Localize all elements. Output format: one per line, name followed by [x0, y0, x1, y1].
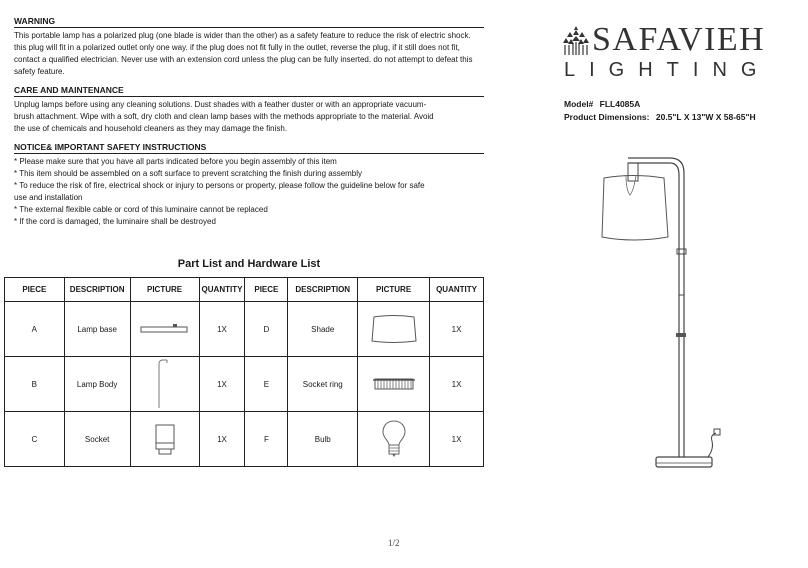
- lamp-base-icon: [135, 319, 195, 339]
- piece-cell: A: [5, 302, 65, 357]
- safety-item: * The external flexible cable or cord of this luminaire cannot be replaced: [14, 205, 268, 214]
- brand-logo: [562, 20, 782, 80]
- page-number: 1/2: [388, 538, 400, 548]
- warning-line: safety feature.: [14, 67, 65, 76]
- bulb-icon: [379, 417, 409, 461]
- description-cell: Lamp Body: [64, 357, 130, 412]
- safety-title: NOTICE& IMPORTANT SAFETY INSTRUCTIONS: [14, 142, 484, 154]
- header-quantity: QUANTITY: [430, 278, 484, 302]
- picture-cell: [130, 412, 199, 467]
- warning-line: contact a qualified electrician. Never use with an extension cord unless the plug can be fully inserted. do not attempt to defeat this: [14, 55, 473, 64]
- warning-section: [14, 16, 484, 78]
- safety-item: * If the cord is damaged, the luminaire shall be destroyed: [14, 217, 216, 226]
- product-info: [564, 98, 756, 124]
- quantity-cell: 1X: [430, 412, 484, 467]
- chandelier-icon: [562, 26, 590, 56]
- header-picture: PICTURE: [130, 278, 199, 302]
- dimensions-label: Product Dimensions:: [564, 112, 650, 122]
- header-piece: PIECE: [245, 278, 288, 302]
- model-label: Model#: [564, 99, 594, 109]
- table-row: [5, 412, 484, 467]
- description-cell: Shade: [288, 302, 358, 357]
- floor-lamp-drawing: [590, 145, 790, 485]
- safety-section: [14, 142, 484, 228]
- piece-cell: E: [245, 357, 288, 412]
- socket-ring-icon: [369, 373, 419, 395]
- safety-list: [14, 156, 484, 228]
- care-line: the use of chemicals and household cleaners as they may damage the finish.: [14, 124, 288, 133]
- model-value: FLL4085A: [599, 99, 641, 109]
- parts-table: [4, 277, 484, 467]
- care-section: [14, 85, 484, 135]
- quantity-cell: 1X: [430, 302, 484, 357]
- warning-text: [14, 30, 484, 78]
- safety-item: * Please make sure that you have all parts indicated before you begin assembly of this item: [14, 157, 337, 166]
- piece-cell: C: [5, 412, 65, 467]
- table-header-row: [5, 278, 484, 302]
- piece-cell: B: [5, 357, 65, 412]
- description-cell: Lamp base: [64, 302, 130, 357]
- dimensions-value: 20.5"L X 13"W X 58-65"H: [655, 112, 756, 122]
- warning-line: this plug will fit in a polarized outlet only one way. if the plug does not fit fully in the outlet, reverse the plug, if it still does not fit,: [14, 43, 460, 52]
- header-piece: PIECE: [5, 278, 65, 302]
- care-title: CARE AND MAINTENANCE: [14, 85, 484, 97]
- picture-cell: [358, 357, 430, 412]
- table-row: [5, 302, 484, 357]
- description-cell: Socket: [64, 412, 130, 467]
- safety-item: * To reduce the risk of fire, electrical shock or injury to persons or property, please follow the guideline below for safe: [14, 181, 425, 190]
- picture-cell: [130, 357, 199, 412]
- picture-cell: [130, 302, 199, 357]
- shade-icon: [366, 311, 422, 347]
- dimensions-line: [564, 111, 756, 124]
- quantity-cell: 1X: [199, 357, 245, 412]
- safety-item: use and installation: [14, 193, 83, 202]
- instructions-column: [14, 16, 484, 235]
- header-quantity: QUANTITY: [199, 278, 245, 302]
- care-text: [14, 99, 484, 135]
- warning-line: This portable lamp has a polarized plug (one blade is wider than the other) as a safety feature to reduce the risk of electric shock.: [14, 31, 471, 40]
- lamp-body-icon: [145, 358, 185, 410]
- care-line: Unplug lamps before using any cleaning solutions. Dust shades with a feather duster or with an appropriate vacuum-: [14, 100, 427, 109]
- quantity-cell: 1X: [430, 357, 484, 412]
- piece-cell: F: [245, 412, 288, 467]
- socket-icon: [145, 419, 185, 459]
- header-description: DESCRIPTION: [288, 278, 358, 302]
- quantity-cell: 1X: [199, 302, 245, 357]
- parts-table-title: Part List and Hardware List: [177, 258, 321, 270]
- care-line: brush attachment. Wipe with a soft, dry cloth and clean lamp bases with the methods appropriate to the material. Avoid: [14, 112, 434, 121]
- model-line: [564, 98, 756, 111]
- piece-cell: D: [245, 302, 288, 357]
- description-cell: Bulb: [288, 412, 358, 467]
- picture-cell: [358, 302, 430, 357]
- header-description: DESCRIPTION: [64, 278, 130, 302]
- picture-cell: [358, 412, 430, 467]
- header-picture: PICTURE: [358, 278, 430, 302]
- brand-subtitle: LIGHTING: [564, 59, 771, 81]
- brand-name: SAFAVIEH: [592, 21, 766, 58]
- description-cell: Socket ring: [288, 357, 358, 412]
- warning-title: WARNING: [14, 16, 484, 28]
- table-row: [5, 357, 484, 412]
- safety-item: * This item should be assembled on a soft surface to prevent scratching the finish during assembly: [14, 169, 363, 178]
- quantity-cell: 1X: [199, 412, 245, 467]
